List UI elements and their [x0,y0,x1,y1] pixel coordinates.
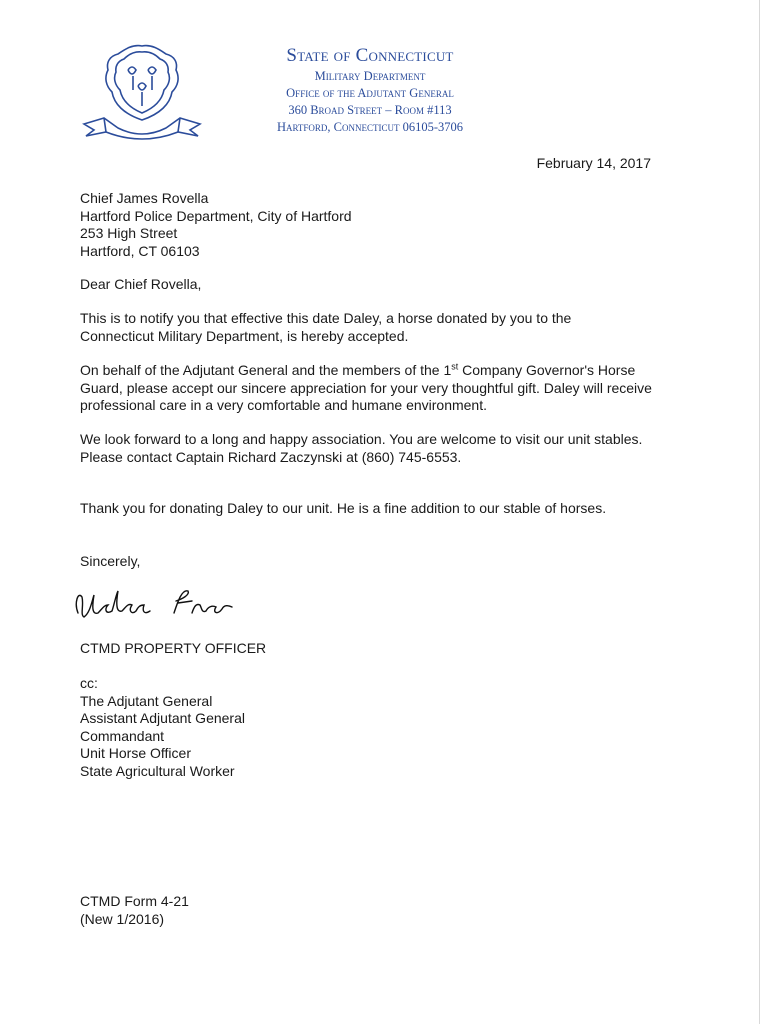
letterhead-office: Office of the Adjutant General [286,86,454,100]
cc-recipient: Commandant [80,727,165,744]
letterhead-city: Hartford, Connecticut 06105-3706 [276,120,464,134]
letterhead-state: State of Connecticut [286,45,454,66]
body-paragraph-4: Thank you for donating Daley to our unit. He is a fine addition to our stable of horses. [80,500,607,516]
body-paragraph-2-end: Company Governor's Horse Guard, please accept our sincere appreciation for your very thoughtful gift. Daley will receive professional care in a very comfortable and humane environment. [80,362,652,413]
cc-recipient: State Agricultural Worker [80,762,235,779]
letter-date: February 14, 2017 [536,155,651,171]
body-paragraph-1: This is to notify you that effective this date Daley, a horse donated by you to the Connecticut Military Department, is hereby accepted. [80,310,572,344]
closing: Sincerely, [80,553,141,569]
form-revision: (New 1/2016) [80,910,165,927]
ordinal-suffix: st [451,361,459,372]
letterhead-street: 360 Broad Street – Room #113 [288,103,452,117]
signature [70,583,240,627]
recipient-city: Hartford, CT 06103 [80,242,200,259]
form-number: CTMD Form 4-21 [80,893,189,909]
signer-title: CTMD PROPERTY OFFICER [80,640,267,656]
recipient-street: 253 High Street [80,225,178,241]
body-paragraph-2 [80,362,660,415]
form-footer [80,893,189,928]
letterhead [228,44,512,136]
recipient-name: Chief James Rovella [80,190,209,206]
cc-recipient: Assistant Adjutant General [80,710,245,726]
letterhead-department: Military Department [314,69,426,83]
cc-recipient: Unit Horse Officer [80,745,191,761]
body-paragraph-3: We look forward to a long and happy association. You are welcome to visit our unit stables. Please contact Captain Richard Zaczynski at (860) 745-6553. [80,431,643,465]
recipient-address [80,190,352,260]
page-edge-line [759,0,760,1024]
state-seal-icon [78,40,206,146]
recipient-org: Hartford Police Department, City of Hartford [80,207,352,224]
cc-recipient: The Adjutant General [80,692,213,709]
cc-label: cc: [80,675,98,691]
cc-list [80,675,245,780]
body-paragraph-2-start: On behalf of the Adjutant General and the members of the 1 [80,362,452,378]
salutation: Dear Chief Rovella, [80,276,202,292]
